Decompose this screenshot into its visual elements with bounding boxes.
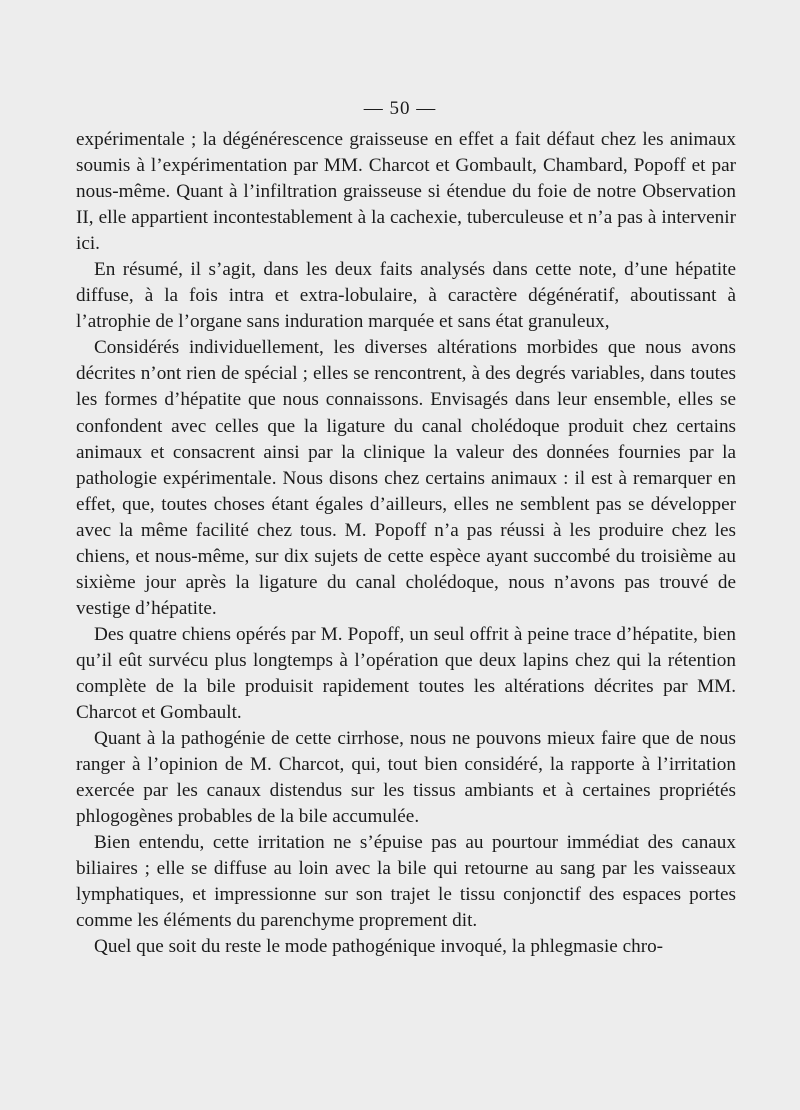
body-text (76, 127, 736, 961)
paragraph-2: En résumé, il s’agit, dans les deux faits analysés dans cette note, d’une hépatite diffuse, à la fois intra et extra-lobulaire, à caractère dégénératif, aboutissant à l’atrophie de l’organe sans induration marquée et sans état granuleux, (76, 259, 736, 333)
paragraph-5: Quant à la pathogénie de cette cirrhose, nous ne pouvons mieux faire que de nous ranger à l’opinion de M. Charcot, qui, tout bien considéré, la rapporte à l’irritation exercée par les canaux distendus sur les tissus ambiants et à certaines propriétés phlogogènes probables de la bile accumulée. (76, 728, 736, 828)
paragraph-1-continued: expérimentale ; la dégénérescence graisseuse en effet a fait défaut chez les animaux soumis à l’expérimentation par MM. Charcot et Gombault, Chambard, Popoff et par nous-même. Quant à l’infiltration graisseuse si étendue du foie de notre Observation II, elle appartient incontestablement à la cachexie, tuberculeuse et n’a pas à intervenir ici. (76, 129, 736, 255)
paragraph-3: Considérés individuellement, les diverses altérations morbides que nous avons décrites n’ont rien de spécial ; elles se rencontrent, à des degrés variables, dans toutes les formes d’hépatite que nous connaissons. Envisagés dans leur ensemble, elles se confondent avec celles que la ligature du canal cholédoque produit chez certains animaux et consacrent ainsi par la clinique la valeur des données fournies par la pathologie expérimentale. Nous disons chez certains animaux : il est à remarquer en effet, que, toutes choses étant égales d’ailleurs, elles ne semblent pas se développer avec la même facilité chez tous. M. Popoff n’a pas réussi à les produire chez les chiens, et nous-même, sur dix sujets de cette espèce ayant succombé du troisième au sixième jour après la ligature du canal cholédoque, nous n’avons pas trouvé de vestige d’hépatite. (76, 337, 736, 619)
paragraph-4: Des quatre chiens opérés par M. Popoff, un seul offrit à peine trace d’hépatite, bien qu’il eût survécu plus longtemps à l’opération que deux lapins chez qui la rétention complète de la bile produisit rapidement toutes les altérations décrites par MM. Charcot et Gombault. (76, 623, 736, 724)
paragraph-6: Bien entendu, cette irritation ne s’épuise pas au pourtour immédiat des canaux biliaires ; elle se diffuse au loin avec la bile qui retourne au sang par les vaisseaux lymphatiques, et impressionne sur son trajet le tissu conjonctif des espaces portes comme les éléments du parenchyme proprement dit. (76, 832, 736, 932)
paragraph-7: Quel que soit du reste le mode pathogénique invoqué, la phlegmasie chro- (94, 936, 664, 958)
page-number: — 50 — (363, 98, 437, 119)
